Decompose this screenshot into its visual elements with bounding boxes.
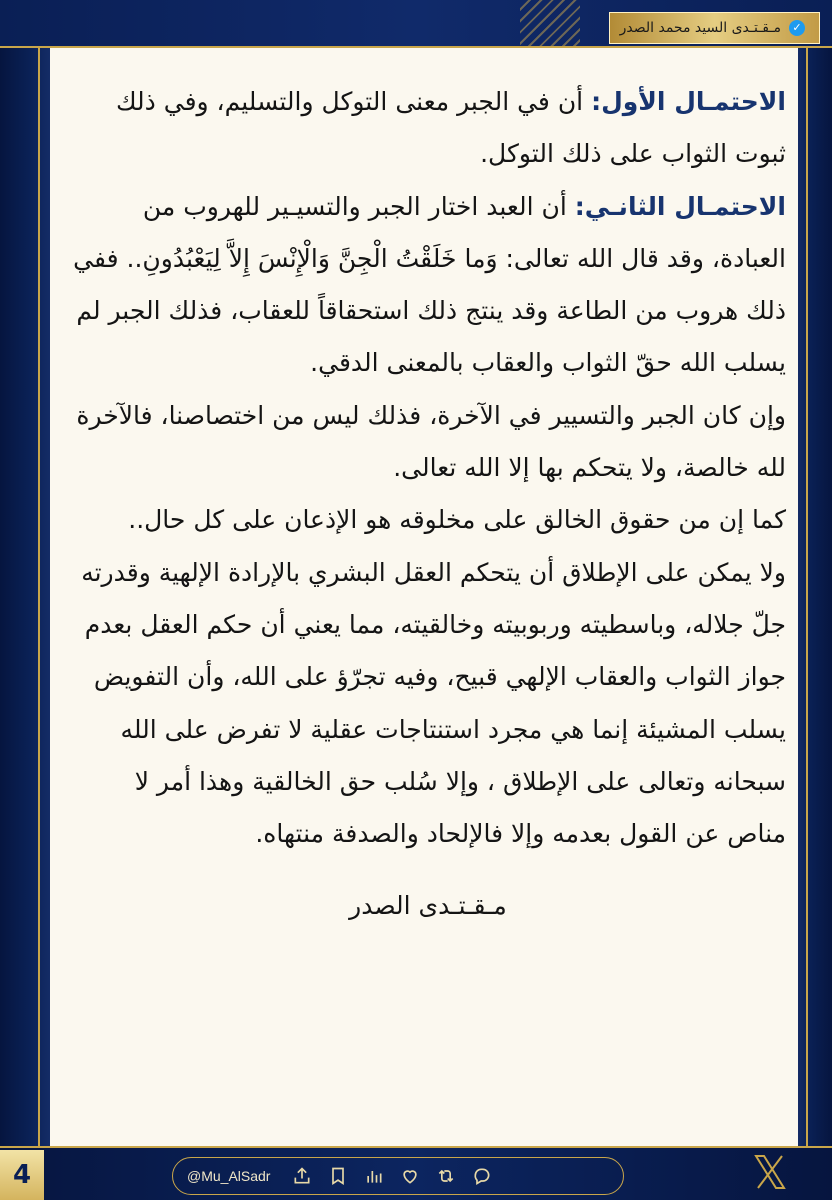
account-name: مـقـتـدى السيد محمد الصدر xyxy=(619,20,781,36)
header-ornament xyxy=(520,0,580,46)
account-handle[interactable]: @Mu_AlSadr xyxy=(187,1168,271,1184)
statement-body xyxy=(70,76,786,933)
second-possibility-label: الاحتمـال الثانـي: xyxy=(574,191,786,221)
bookmark-icon[interactable] xyxy=(328,1166,348,1186)
left-frame xyxy=(0,0,50,1200)
first-possibility-label: الاحتمـال الأول: xyxy=(591,87,786,116)
retweet-icon[interactable] xyxy=(436,1166,456,1186)
like-icon[interactable] xyxy=(400,1166,420,1186)
paragraph-hereafter: وإن كان الجبر والتسيير في الآخرة، فذلك ليس من اختصاصنا، فالآخرة لله خالصة، ولا يتحكم بها إلا الله تعالى. xyxy=(76,400,786,483)
signature: مـقـتـدى الصدر xyxy=(349,891,507,921)
second-possibility-text: أن العبد اختار الجبر والتسيـير للهروب من العبادة، وقد قال الله تعالى: وَما خَلَقْتُ الْجِنَّ وَالْإِنْسَ إِلاَّ لِيَعْبُدُونِ.. ففي ذلك هروب من الطاعة وقد ينتج ذلك استحقاقاً للعقاب، فذلك الجبر لم يسلب الله حقّ الثواب والعقاب بالمعنى الدقي. xyxy=(73,191,786,378)
x-logo-icon xyxy=(748,1150,792,1194)
share-icon[interactable] xyxy=(292,1166,312,1186)
right-frame xyxy=(798,0,832,1200)
account-badge[interactable] xyxy=(609,12,820,44)
verified-icon: ✓ xyxy=(789,20,805,36)
paragraph-conclusion: ولا يمكن على الإطلاق أن يتحكم العقل البشري بالإرادة الإلهية وقدرته جلّ جلاله، وباسطيته وربوبيته وخالقيته، مما يعني أن حكم العقل بعدم جواز الثواب والعقاب الإلهي قبيح، وفيه تجرّؤ على الله، وأن التفويض يسلب المشيئة إنما هي مجرد استنتاجات عقلية لا تفرض على الله سبحانه وتعالى على الإطلاق ، وإلا سُلب حق الخالقية وهذا أمر لا مناص عن القول بعدمه وإلا فالإلحاد والصدفة منتهاه. xyxy=(81,557,786,849)
views-icon[interactable] xyxy=(364,1166,384,1186)
footer-action-bar xyxy=(172,1157,624,1195)
paragraph-first-possibility xyxy=(70,76,786,181)
reply-icon[interactable] xyxy=(472,1166,492,1186)
paragraph-creator-rights: كما إن من حقوق الخالق على مخلوقه هو الإذعان على كل حال.. xyxy=(128,505,786,535)
header-bar xyxy=(0,0,832,48)
paragraph-second-possibility xyxy=(70,181,786,390)
first-possibility-text: أن في الجبر معنى التوكل والتسليم، وفي ذلك ثبوت الثواب على ذلك التوكل. xyxy=(115,87,786,169)
page-number: 4 xyxy=(0,1150,44,1200)
